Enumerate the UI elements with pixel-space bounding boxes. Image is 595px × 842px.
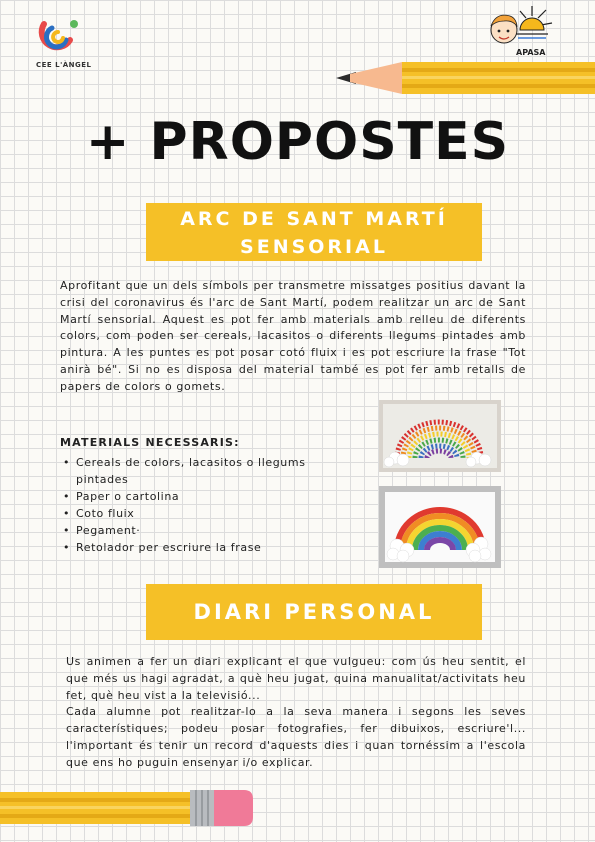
pencil-graphic-bottom [0, 786, 255, 830]
apasa-logo-text: APASA [516, 48, 546, 57]
rainbow-photo-icon [379, 486, 501, 568]
materials-list-item: • Paper o cartolina [60, 488, 360, 505]
apasa-logo [486, 4, 556, 62]
materials-heading: MATERIALS NECESSARIS: [60, 436, 240, 449]
page-title: + PROPOSTES [85, 112, 510, 172]
section-banner-diari-personal: DIARI PERSONAL [146, 584, 482, 640]
section1-paragraph: Aprofitant que un dels símbols per transmetre missatges positius davant la crisi del coronavirus és l'arc de Sant Martí, podem realitzar un arc de Sant Martí sensorial. Aquest es pot fer amb materials amb relleu de diferents colors, com poden ser cereals, lacasitos o diferents llegums pintades amb pintura. A les puntes es pot posar cotó fluix i es pot escriure la frase "Tot anirà bé". Si no es disposa del material també es pot fer amb retalls de papers de colors o gomets. [60, 279, 526, 393]
apasa-logo-icon [486, 4, 556, 50]
pencil-icon [0, 786, 255, 830]
materials-list-item: • Pegament· [60, 522, 360, 539]
cee-langel-logo-icon [30, 14, 90, 60]
pencil-graphic-top [336, 56, 595, 100]
rainbow-photo-paper [379, 486, 501, 568]
section-banner-arc-de-sant-marti: ARC DE SANT MARTÍ SENSORIAL [146, 203, 482, 261]
cee-langel-logo-text: CEE L'ÀNGEL [36, 61, 92, 69]
materials-list-item: • Cereals de colors, lacasitos o llegums pintades [60, 454, 360, 488]
cee-langel-logo [30, 14, 90, 74]
materials-list-item: • Coto fluix [60, 505, 360, 522]
rainbow-photo-cereal [379, 400, 501, 472]
rainbow-photo-icon [379, 400, 501, 472]
materials-list [60, 454, 360, 556]
pencil-icon [336, 56, 595, 100]
materials-list-item: • Retolador per escriure la frase [60, 539, 360, 556]
section2-paragraph: Us animen a fer un diari explicant el que vulgueu: com ús heu sentit, el que més us hagi agradat, a què heu jugat, quina manualitat/activitats heu fet, què heu vist a la televisió... Cada alumne pot realitzar-lo a la seva manera i segons les seves característiques; podeu posar fotografies, fer dibuixos, escriure'l... l'important és tenir un record d'aquests dies i quan tornéssim a l'escola que ens ho puguin ensenyar i/o explicar. [66, 655, 526, 769]
